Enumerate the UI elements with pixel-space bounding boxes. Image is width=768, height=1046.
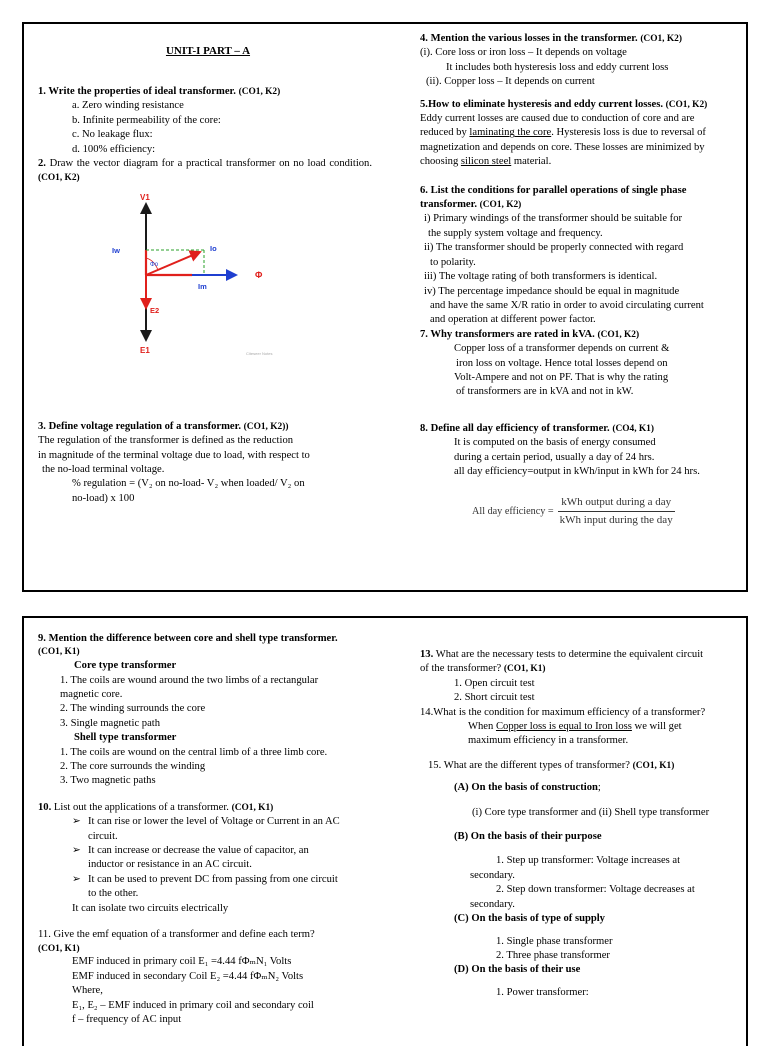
page-2 — [22, 616, 748, 1046]
core-type-heading: Core type transformer — [74, 660, 177, 672]
q15-c2: 2. Three phase transformer — [496, 949, 610, 961]
q10-bullet: ➢ It can rise or lower the level of Voltage or Current in an AC circuit. — [72, 816, 340, 842]
arrow-bullet-icon: ➢ — [72, 816, 81, 828]
core-item: 2. The winding surrounds the core — [60, 703, 206, 715]
q3-line: in magnitude of the terminal voltage due to load, with respect to — [38, 449, 310, 461]
q4-line: (i). Core loss or iron loss – It depends on voltage — [420, 47, 627, 59]
core-item: 3. Single magnetic path — [60, 717, 161, 729]
q10-last: It can isolate two circuits electrically — [72, 902, 229, 914]
q5-line: Eddy current losses are caused due to conduction of core and are — [420, 113, 695, 125]
q10-list — [38, 815, 374, 916]
q8-body — [420, 436, 740, 479]
q10-bullet: ➢ It can increase or decrease the value of capacitor, an inductor or resistance in an AC circuit. — [72, 845, 309, 871]
phi-label: Φ — [255, 269, 263, 280]
q5-line: magnetization and depends on core. These losses are minimized by — [420, 141, 705, 153]
q7-line: Copper loss of a transformer depends on current & — [454, 343, 670, 355]
q7-line: Volt-Ampere and not on PF. That is why the rating — [454, 371, 669, 383]
q2-question: 2. Draw the vector diagram for a practical transformer on no load condition. (CO1, K2) — [38, 157, 372, 184]
core-type-list — [38, 674, 374, 732]
shell-item: 2. The core surrounds the winding — [60, 761, 206, 773]
q11-line: Where, — [72, 985, 103, 997]
q10-bullet: ➢ It can be used to prevent DC from passing from one circuit to the other. — [72, 873, 338, 900]
q13-title: 13. What are the necessary tests to determine the equivalent circuit — [420, 649, 704, 660]
watermark: Citeseer Notes — [246, 350, 273, 356]
q8-title: 8. Define all day efficiency of transformer. (CO4, K1) — [420, 422, 654, 434]
q6-line: and operation at different power factor. — [430, 314, 596, 326]
q15-b1b: secondary. — [470, 869, 515, 881]
q4-line: (ii). Copper loss – It depends on current — [426, 76, 595, 88]
phi0-label: Φo — [150, 261, 159, 268]
q1-item: c. No leakage flux: — [72, 129, 153, 141]
q13-item: 2. Short circuit test — [454, 692, 535, 704]
q11-tag: (CO1, K1) — [38, 943, 80, 954]
q1-list — [38, 99, 372, 157]
q14-body — [420, 720, 740, 749]
q5-line: reduced by laminating the core. Hysteresis loss is due to reversal of — [420, 127, 706, 139]
q9-tag: (CO1, K1) — [38, 647, 80, 658]
all-day-efficiency-formula — [472, 495, 740, 528]
q10-title: 10. List out the applications of a transformer. (CO1, K1) — [38, 801, 274, 813]
q6-line: the supply system voltage and frequency. — [428, 227, 603, 239]
q15-d1: 1. Power transformer: — [496, 986, 589, 998]
q13-title-2: of the transformer? (CO1, K1) — [420, 663, 546, 675]
formula-denominator: kWh input during the day — [559, 514, 673, 527]
q9-title: 9. Mention the difference between core and shell type transformer. — [38, 633, 338, 644]
v1-label: V1 — [140, 192, 150, 202]
left-column-2 — [38, 632, 374, 1027]
q15-c1: 1. Single phase transformer — [496, 935, 613, 947]
q5-line: choosing silicon steel material. — [420, 156, 552, 168]
q15-title: 15. What are the different types of transformer? (CO1, K1) — [428, 759, 675, 771]
q11-line: E₁, E₂ – EMF induced in primary coil and secondary coil — [72, 999, 314, 1011]
shell-item: 1. The coils are wound on the central limb of a three limb core. — [60, 746, 328, 758]
q15-a-text: (i) Core type transformer and (ii) Shell type transformer — [472, 806, 710, 818]
formula-numerator: kWh output during a day — [558, 495, 675, 512]
q6-list — [420, 212, 740, 327]
q11-body — [38, 955, 374, 1027]
im-label: Im — [198, 281, 207, 291]
arrow-bullet-icon: ➢ — [72, 873, 81, 885]
q6-title: 6. List the conditions for parallel operations of single phase — [420, 184, 687, 196]
right-column-1 — [420, 32, 740, 528]
q8-line: during a certain period, usually a day of 24 hrs. — [454, 451, 655, 463]
q15-b2: 2. Step down transformer: Voltage decreases at — [496, 884, 695, 896]
core-item: 1. The coils are wound around the two limbs of a rectangular — [60, 674, 319, 686]
q14-line: maximum efficiency in a transformer. — [468, 735, 629, 747]
e1-label: E1 — [140, 345, 150, 355]
q7-body — [420, 342, 740, 400]
q11-line: f – frequency of AC input — [72, 1013, 182, 1025]
q3-formula: % regulation = (V₂ on no-load- V₂ when loaded/ V₂ on — [72, 478, 305, 490]
q1-item: b. Infinite permeability of the core: — [72, 114, 221, 126]
q14-line: When Copper loss is equal to Iron loss we will get — [468, 721, 682, 733]
q3-title: 3. Define voltage regulation of a transformer. (CO1, K2)) — [38, 420, 289, 432]
q7-line: iron loss on voltage. Hence total losses depend on — [456, 357, 668, 369]
q13-list — [420, 677, 740, 706]
vector-diagram — [108, 190, 288, 362]
q4-title: 4. Mention the various losses in the transformer. (CO1, K2) — [420, 33, 682, 44]
arrow-bullet-icon: ➢ — [72, 845, 81, 857]
q6-line: i) Primary windings of the transformer should be suitable for — [424, 213, 683, 225]
q7-line: of transformers are in kVA and not in kW. — [456, 386, 634, 398]
q14-title: 14.What is the condition for maximum efficiency of a transformer? — [420, 706, 706, 718]
q15-b2b: secondary. — [470, 898, 515, 910]
formula-label: All day efficiency = — [472, 505, 554, 517]
q13-item: 1. Open circuit test — [454, 677, 535, 689]
unit-heading: UNIT-I PART – A — [165, 45, 251, 57]
q11-line: EMF induced in primary coil E₁ =4.44 fΦₘN₁ Volts — [72, 956, 292, 968]
formula-fraction — [558, 495, 675, 528]
q3-formula: no-load) x 100 — [72, 492, 135, 504]
q1-title: 1. Write the properties of ideal transformer. (CO1, K2) — [38, 85, 281, 97]
q1-item: a. Zero winding resistance — [72, 100, 184, 112]
q3-line: the no-load terminal voltage. — [42, 464, 165, 476]
left-column-1 — [38, 44, 372, 506]
e2-label: E2 — [150, 305, 160, 315]
q4-line: It includes both hysteresis loss and eddy current loss — [446, 61, 669, 73]
q15-b: (B) On the basis of their purpose — [454, 831, 602, 843]
q7-title: 7. Why transformers are rated in kVA. (CO1, K2) — [420, 328, 640, 340]
q15-c: (C) On the basis of type of supply — [454, 913, 605, 925]
q8-line: It is computed on the basis of energy consumed — [454, 437, 656, 449]
q15-a: (A) On the basis of construction; — [454, 782, 601, 794]
q6-line: to polarity. — [430, 256, 476, 268]
q15-d: (D) On the basis of their use — [454, 964, 581, 976]
q1-item: d. 100% efficiency: — [72, 143, 156, 155]
q8-line: all day efficiency=output in kWh/input in kWh for 24 hrs. — [454, 465, 700, 477]
page-1 — [22, 22, 748, 592]
q15-b1: 1. Step up transformer: Voltage increases at — [496, 855, 681, 867]
q5-title: 5.How to eliminate hysteresis and eddy current losses. (CO1, K2) — [420, 98, 708, 110]
q6-title-2: transformer. (CO1, K2) — [420, 199, 522, 211]
core-item: magnetic core. — [60, 689, 123, 700]
q6-line: iv) The percentage impedance should be equal in magnitude — [424, 285, 680, 297]
q6-line: and have the same X/R ratio in order to avoid circulating current — [430, 299, 704, 311]
q6-line: ii) The transformer should be properly connected with regard — [424, 242, 684, 254]
q6-line: iii) The voltage rating of both transformers is identical. — [424, 271, 658, 283]
q11-title: 11. Give the emf equation of a transformer and define each term? — [38, 929, 315, 941]
io-label: Io — [210, 243, 217, 253]
q3-line: The regulation of the transformer is defined as the reduction — [38, 435, 294, 447]
iw-label: Iw — [112, 245, 120, 255]
q11-line: EMF induced in secondary Coil E₂ =4.44 fΦₘN₂ Volts — [72, 970, 304, 982]
right-column-2 — [420, 648, 740, 1000]
shell-type-heading: Shell type transformer — [74, 732, 177, 744]
shell-type-list — [38, 746, 374, 789]
shell-item: 3. Two magnetic paths — [60, 775, 156, 787]
